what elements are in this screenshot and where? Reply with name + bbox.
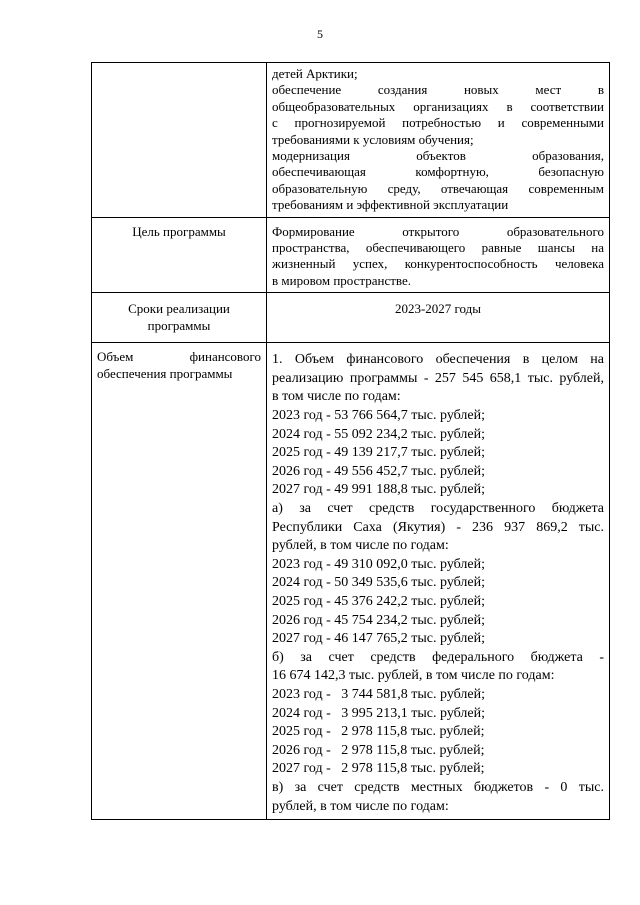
content-line: 2024 год - 50 349 535,6 тыс. рублей; xyxy=(272,575,486,591)
content-line: образовательную среду, отвечающая современным xyxy=(272,180,604,196)
table-row-tasks-continued xyxy=(92,63,610,218)
content-line: модернизация объектов образования, xyxy=(272,148,604,164)
content-line: 2024 год - 55 092 234,2 тыс. рублей; xyxy=(272,426,486,442)
label-line: Объем финансового xyxy=(97,349,261,365)
table-row-financing xyxy=(92,343,610,820)
content-line: Республики Саха (Якутия) - 236 937 869,2 тыс. xyxy=(272,519,604,535)
content-line: обеспечивающая комфортную, безопасную xyxy=(272,164,604,180)
content-line: 2027 год - 2 978 115,8 тыс. рублей; xyxy=(272,761,485,777)
tasks-continued-content xyxy=(267,63,610,218)
label-line: обеспечения программы xyxy=(97,365,233,381)
content-line: а) за счет средств государственного бюджета xyxy=(272,501,604,517)
content-line: общеобразовательных организациях в соответствии xyxy=(272,98,604,114)
table-row-goal xyxy=(92,217,610,293)
goal-label: Цель программы xyxy=(92,217,267,293)
content-line: жизненный успех, конкурентоспособность человека xyxy=(272,256,604,272)
content-line: 2023 год - 3 744 581,8 тыс. рублей; xyxy=(272,686,486,702)
label-line: программы xyxy=(147,317,211,333)
program-passport-table xyxy=(91,62,610,820)
period-label xyxy=(92,293,267,343)
content-line: б) за счет средств федерального бюджета - xyxy=(272,649,604,665)
content-line: 2025 год - 45 376 242,2 тыс. рублей; xyxy=(272,594,486,609)
content-line: рублей, в том числе по годам: xyxy=(272,538,449,554)
content-line: 1. Объем финансового обеспечения в целом на xyxy=(272,352,604,368)
content-line: 2023 год - 49 310 092,0 тыс. рублей; xyxy=(272,556,486,572)
label-line: Сроки реализации xyxy=(128,301,230,317)
content-line: с прогнозируемой потребностью и современными xyxy=(272,115,604,131)
content-line: 2023 год - 53 766 564,7 тыс. рублей; xyxy=(272,408,486,424)
content-line: детей Арктики; xyxy=(272,66,358,81)
content-line: 2026 год - 45 754 234,2 тыс. рублей; xyxy=(272,612,486,628)
period-value: 2023-2027 годы xyxy=(394,301,482,317)
period-content xyxy=(267,293,610,343)
row-label-empty xyxy=(92,63,267,218)
financing-content xyxy=(267,343,610,820)
content-line: 2025 год - 2 978 115,8 тыс. рублей; xyxy=(272,724,485,740)
content-line: 2027 год - 46 147 765,2 тыс. рублей; xyxy=(272,631,486,647)
content-line: 2026 год - 2 978 115,8 тыс. рублей; xyxy=(272,742,485,758)
content-line: пространства, обеспечивающего равные шансы на xyxy=(272,240,604,256)
content-line: 2027 год - 49 991 188,8 тыс. рублей; xyxy=(272,482,486,498)
content-line: требованиям и эффективной эксплуатации xyxy=(272,197,509,213)
page-number: 5 xyxy=(317,27,323,41)
content-line: рублей, в том числе по годам: xyxy=(272,798,449,814)
content-line: 16 674 142,3 тыс. рублей, в том числе по годам: xyxy=(272,668,555,684)
content-line: 2025 год - 49 139 217,7 тыс. рублей; xyxy=(272,445,486,461)
content-line: реализацию программы - 257 545 658,1 тыс. рублей, xyxy=(272,370,604,386)
content-line: в том числе по годам: xyxy=(272,389,401,405)
content-line: 2024 год - 3 995 213,1 тыс. рублей; xyxy=(272,705,486,721)
content-line: требованиями к условиям обучения; xyxy=(272,131,474,147)
content-line: 2026 год - 49 556 452,7 тыс. рублей; xyxy=(272,463,486,479)
content-line: Формирование открытого образовательного xyxy=(272,223,604,239)
content-line: обеспечение создания новых мест в xyxy=(272,82,604,98)
table-row-period xyxy=(92,293,610,343)
content-line: в мировом пространстве. xyxy=(272,272,412,288)
financing-label xyxy=(92,343,267,820)
content-line: в) за счет средств местных бюджетов - 0 тыс. xyxy=(272,779,604,795)
goal-content xyxy=(267,217,610,293)
